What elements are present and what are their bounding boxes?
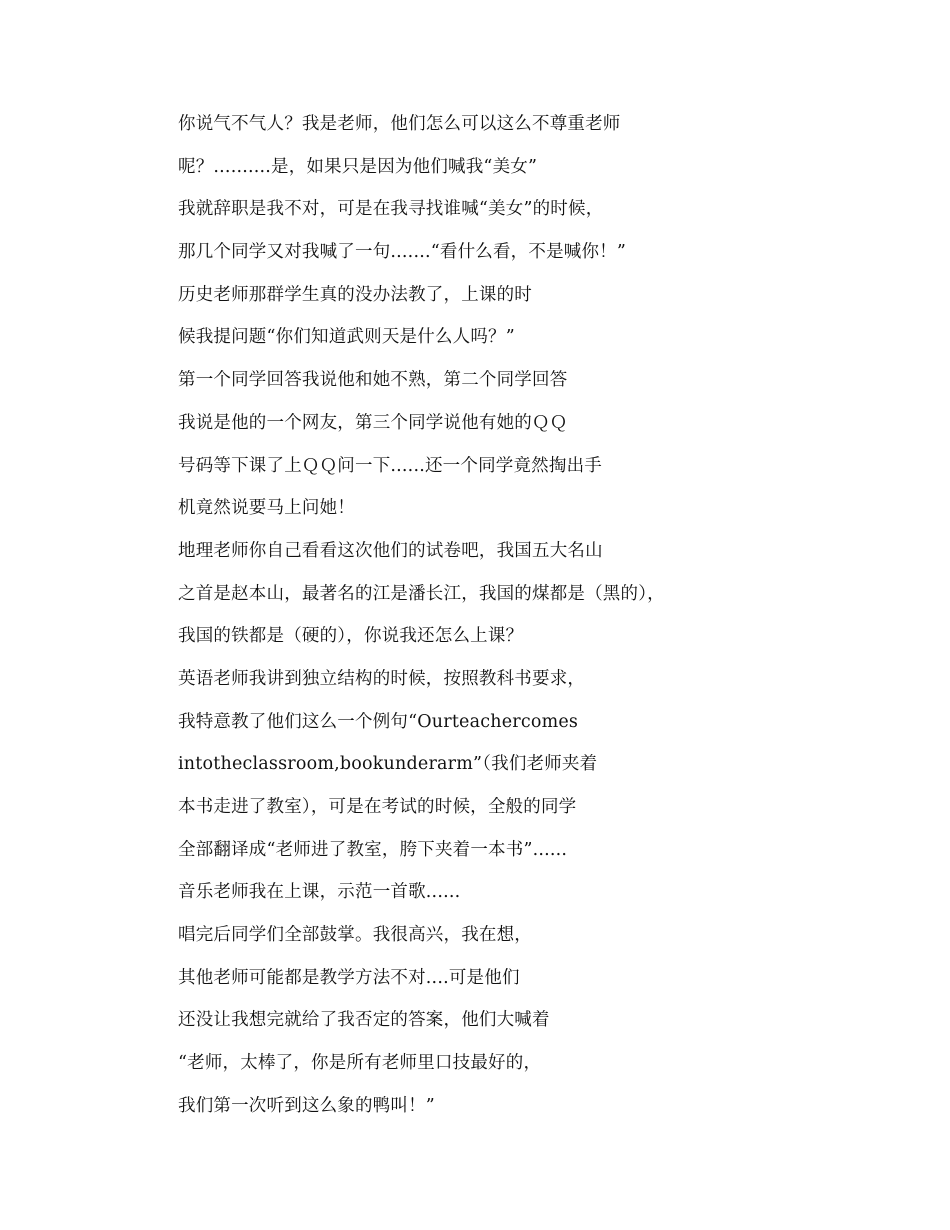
text-line: 其他老师可能都是教学方法不对....可是他们 xyxy=(178,967,520,988)
text-line: 机竟然说要马上问她！ xyxy=(178,498,355,519)
text-line: 本书走进了教室），可是在考试的时候，全般的同学 xyxy=(178,797,577,817)
text-line: 我们第一次听到这么象的鸭叫！” xyxy=(178,1095,435,1116)
text-line: 号码等下课了上ＱＱ问一下......还一个同学竟然掏出手 xyxy=(178,455,602,476)
text-line: 英语老师我讲到独立结构的时候，按照教科书要求， xyxy=(178,668,586,689)
text-line: “老师，太棒了，你是所有老师里口技最好的， xyxy=(178,1053,542,1074)
document-body xyxy=(178,111,918,1136)
text-line: 我国的铁都是（硬的），你说我还怎么上课？ xyxy=(178,626,524,647)
text-line: intotheclassroom,bookunderarm”（我们老师夹着 xyxy=(178,754,598,775)
text-line: 我特意教了他们这么一个例句“Ourteachercomes xyxy=(178,711,579,732)
text-line: 音乐老师我在上课，示范一首歌...... xyxy=(178,882,461,903)
text-line: 历史老师那群学生真的没办法教了，上课的时 xyxy=(178,284,532,305)
text-line: 全部翻译成“老师进了教室，胯下夹着一本书”...... xyxy=(178,839,568,860)
text-line: 地理老师你自己看看这次他们的试卷吧，我国五大名山 xyxy=(178,540,603,561)
text-line: 你说气不气人？我是老师，他们怎么可以这么不尊重老师 xyxy=(178,114,621,134)
text-line: 之首是赵本山，最著名的江是潘长江，我国的煤都是（黑的）， xyxy=(178,583,665,604)
text-line: 那几个同学又对我喊了一句.......“看什么看，不是喊你！” xyxy=(178,242,627,263)
text-line: 候我提问题“你们知道武则天是什么人吗？” xyxy=(178,327,515,348)
text-line: 呢？..........是，如果只是因为他们喊我“美女” xyxy=(178,156,538,177)
text-line: 第一个同学回答我说他和她不熟，第二个同学回答 xyxy=(178,370,568,391)
text-line: 我说是他的一个网友，第三个同学说他有她的ＱＱ xyxy=(178,412,568,433)
text-line: 唱完后同学们全部鼓掌。我很高兴，我在想， xyxy=(178,925,532,946)
text-line: 我就辞职是我不对，可是在我寻找谁喊“美女”的时候， xyxy=(178,199,604,220)
text-line: 还没让我想完就给了我否定的答案，他们大喊着 xyxy=(178,1010,550,1031)
